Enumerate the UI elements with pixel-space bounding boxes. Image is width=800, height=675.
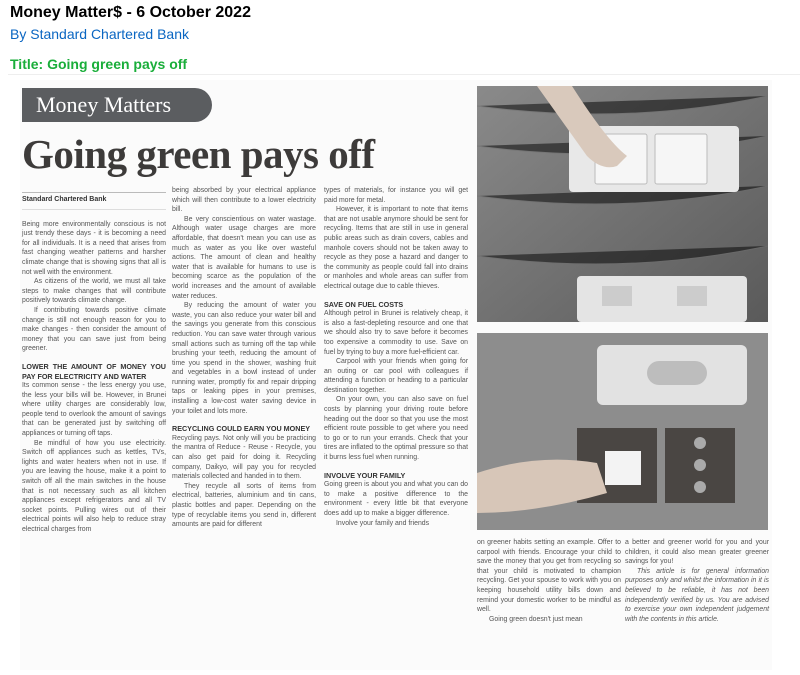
paragraph: Although petrol in Brunei is relatively cheap, it is also a fast-depleting resource and one that we should also try to save before it becomes too expensive a commodity to use. Save on fuel by trying to buy a more fuel-efficient car.	[324, 310, 468, 356]
photo-light-switch	[477, 86, 768, 322]
column-1	[22, 192, 166, 535]
paragraph: on greener habits setting an example. Offer to carpool with friends. Encourage your child to save the money that you get from recycling so that your child is motivated to champion recycling. Get your spouse to work with you on keeping household utility bills down and remind your domestic worker to be mindful as well.	[477, 539, 621, 614]
author: Standard Chartered Bank	[22, 192, 166, 210]
paragraph: As citizens of the world, we must all take steps to make changes that will contribute positively towards climate change.	[22, 278, 166, 305]
paragraph: being absorbed by your electrical appliance which will then contribute to a lower electricity bill.	[172, 187, 316, 214]
paragraph: Carpool with your friends when going for an outing or car pool with colleagues if attending a function or heading to a particular destination together.	[324, 358, 468, 394]
paragraph: Recycling pays. Not only will you be practicing the mantra of Reduce - Reuse - Recycle, you can also get paid for doing it. Recycling company, Daikyo, will pay you for recycled materials collected and handed in to them.	[172, 434, 316, 481]
column-4	[477, 538, 621, 624]
disclaimer: This article is for general information purposes only and whilst the information in it is believed to be reliable, it has not been independently verified by us. You are advised to exercise your own independent judgement with the contents in this article.	[625, 567, 769, 623]
subheading: SAVE ON FUEL COSTS	[324, 299, 404, 309]
paragraph: Its common sense - the less energy you use, the less your bills will be. However, in Brunei where utility charges are considerably low, people tend to overlook the amount of savings that can be generated just by switching off appliances or turning off taps.	[22, 382, 166, 438]
section-kicker: Money Matters	[22, 88, 212, 122]
paragraph: By reducing the amount of water you waste, you can also reduce your water bill and the savings you generate from this conscious reduction. You can save water through various small actions such as turning off the tap while brushing your teeth, reducing the amount of time you spend in the shower, washing fruit and vegetables in a bowl instead of under running water, promptly fix and repair dripping taps or leaking pipes in your premises, installing a low-cost water saving device in your toilet and lots more.	[172, 302, 316, 415]
page-title: Money Matter$ - 6 October 2022	[10, 4, 251, 21]
paragraph: If contributing towards positive climate change is still not enough reason for you to make changes - then consider the amount of money that you can save just from being greener.	[22, 306, 166, 353]
paragraph: Be very conscientious on water wastage. Although water usage charges are more affordable, that doesn't mean you can use as much as water as you like over wasteful actions. The amount of clean and healthy water that is available for humans to use is becoming scarce as the population of the world increases and the amount of available water reduces.	[172, 215, 316, 300]
column-3	[324, 186, 468, 528]
subheading: INVOLVE YOUR FAMILY	[324, 470, 406, 480]
paragraph: a better and greener world for you and your children, it could also mean greater greener savings for you!	[625, 539, 769, 566]
subheading: RECYCLING COULD EARN YOU MONEY	[172, 424, 311, 434]
article-title: Title: Going green pays off	[10, 56, 188, 72]
paragraph: types of materials, for instance you will get paid more for metal.	[324, 187, 468, 204]
column-5	[625, 538, 769, 624]
divider	[8, 74, 800, 75]
paragraph: On your own, you can also save on fuel costs by planning your driving route before heading out the door so that you use the most efficient route possible to get where you need to go or to run your errands. Check that your tires are inflated to the optimal pressure so that it burns less fuel when running.	[324, 396, 468, 462]
headline: Going green pays off	[22, 131, 375, 177]
paragraph: Going green is about you and what you can do to make a positive difference to the environment - every little bit that everyone does add up to make a bigger difference.	[324, 481, 468, 517]
paragraph: Be mindful of how you use electricity. Switch off appliances such as kettles, TVs, lights and water heaters when not in use. If you are leaving the house, make it a point to switch off all the main switches in the house that is not necessary such as all kitchen appliances except refrigerators and all TV socket points. Pulling wires out of their electrical points will also help to reduce stray electrical charges from	[22, 439, 166, 533]
paragraph: Going green doesn't just mean	[489, 615, 583, 623]
paragraph: They recycle all sorts of items from electrical, batteries, aluminium and tin cans, plastic bottles and paper. Depending on the type of recyclable items you send in, different amounts are paid for different	[172, 482, 316, 529]
photo-plug-socket	[477, 333, 768, 530]
newspaper-clipping	[20, 80, 772, 670]
byline-link[interactable]: By Standard Chartered Bank	[10, 26, 189, 42]
paragraph: Being more environmentally conscious is not just trendy these days - it is becoming a need for all individuals. It is a need that arises from fast changing weather patterns and harsher climate change that is showing signs that all is not well with the environment.	[22, 220, 166, 276]
paragraph: However, it is important to note that items that are not usable anymore should be sent for recycling. Items that are still in use in general public areas such as drain covers, cables and manhole covers should not be taken away to recycle as they pose a hazard and danger to the community as people could fall into drains or manholes and whole areas can suffer from electrical outage due to cable thieves.	[324, 206, 468, 290]
subheading: LOWER THE AMOUNT OF MONEY YOU PAY FOR ELECTRICITY AND WATER	[22, 361, 166, 381]
paragraph: Involve your family and friends	[336, 519, 430, 527]
column-2	[172, 186, 316, 530]
